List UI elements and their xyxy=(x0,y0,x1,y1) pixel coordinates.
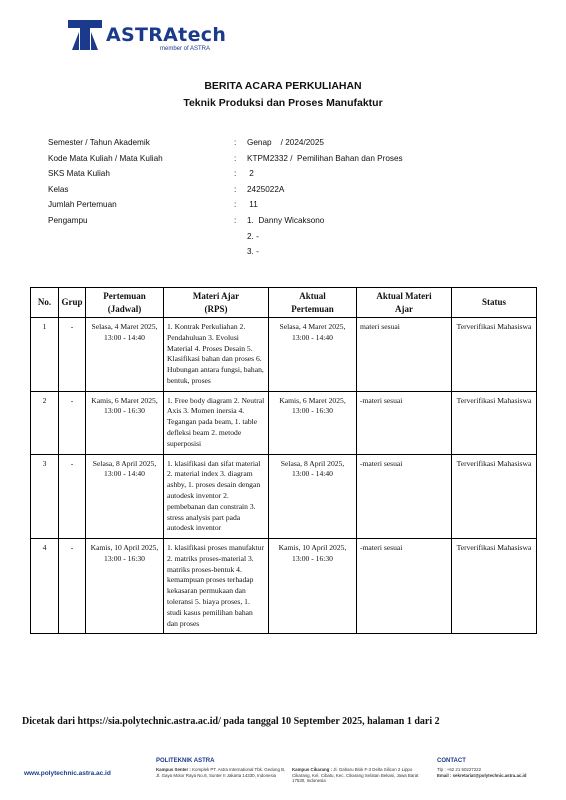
table-header-row xyxy=(31,288,537,318)
column-header: Aktual Pertemuan xyxy=(269,288,357,318)
info-colon: : xyxy=(234,215,237,225)
info-value: 2 xyxy=(247,169,254,179)
column-header: No. xyxy=(31,288,59,318)
cell-grup: - xyxy=(59,454,86,538)
logo-subtitle: member of ASTRA xyxy=(160,46,211,52)
info-colon: : xyxy=(234,138,237,147)
astratech-emblem-icon xyxy=(66,18,104,52)
info-row xyxy=(48,185,528,201)
cell-materi: 1. Free body diagram 2. Neutral Axis 3. Momen inersia 4. Tegangan pada beam, 1. table defleksi beam 2. metode superposisi xyxy=(164,391,269,454)
cell-grup: - xyxy=(59,318,86,392)
table-row xyxy=(31,391,537,454)
cell-aktual-materi: -materi sesuai xyxy=(357,454,452,538)
info-row xyxy=(48,154,528,170)
info-row xyxy=(48,216,528,232)
info-colon: : xyxy=(234,184,237,194)
column-header: Materi Ajar (RPS) xyxy=(164,288,269,318)
cell-jadwal: Selasa, 4 Maret 2025, 13:00 - 14:40 xyxy=(86,318,164,392)
info-value: 1. Danny Wicaksono xyxy=(247,215,325,225)
cell-materi: 1. klasifikasi dan sifat material 2. material index 3. diagram ashby, 1. proses desain dengan autodesk inventor 2. pembebanan dan constrain 3. stress analysis part pada autodesk inventor xyxy=(164,454,269,538)
info-value: 3. - xyxy=(247,247,259,257)
info-row xyxy=(48,138,528,154)
cell-jadwal: Kamis, 10 April 2025, 13:00 - 16:30 xyxy=(86,539,164,634)
cell-grup: - xyxy=(59,539,86,634)
footer-phone: Tlp : +62 21 50227222 xyxy=(437,766,482,772)
info-colon: : xyxy=(234,153,237,163)
print-footnote: Dicetak dari https://sia.polytechnic.astra.ac.id/ pada tanggal 10 September 2025, halaman 1 dari 2 xyxy=(22,716,440,727)
info-label: Jumlah Pertemuan xyxy=(48,200,117,210)
logo-wordmark: ASTRAtech xyxy=(106,24,227,46)
cell-materi: 1. klasifikasi proses manufaktur 2. matriks proses-material 3. matriks proses-bentuk 4. kemampuan proses terhadap kekasaran permukaan dan toleransi 5. biaya proses, 1. studi kasus pemilihan bahan dan proses xyxy=(164,539,269,634)
cell-materi: 1. Kontrak Perkuliahan 2. Pendahuluan 3. Evolusi Material 4. Proses Desain 5. Klasifikasi bahan dan proses 6. Hubungan antara fungsi, bahan, bentuk, proses xyxy=(164,318,269,392)
column-header: Grup xyxy=(59,288,86,318)
cell-status: Terverifikasi Mahasiswa xyxy=(452,539,537,634)
footer-website-link[interactable]: www.polytechnic.astra.ac.id xyxy=(24,770,111,777)
info-row xyxy=(48,169,528,185)
info-value: 2. - xyxy=(247,231,259,241)
cell-aktual: Kamis, 10 April 2025, 13:00 - 16:30 xyxy=(269,539,357,634)
cell-grup: - xyxy=(59,391,86,454)
cell-jadwal: Selasa, 8 April 2025, 13:00 - 14:40 xyxy=(86,454,164,538)
cell-no: 1 xyxy=(31,318,59,392)
info-label: Kode Mata Kuliah / Mata Kuliah xyxy=(48,153,163,163)
info-label: Pengampu xyxy=(48,215,88,225)
document-subtitle: Teknik Produksi dan Proses Manufaktur xyxy=(183,97,383,109)
course-info xyxy=(48,138,528,263)
info-value: 2425022A xyxy=(247,184,285,194)
page-footer xyxy=(0,752,566,800)
footer-campus-cikarang: Kampus Cikarang : Jl. Gaharu Blok F-3 Delta Silicon 2 Lippo Cikarang, Kel. Cibatu, Kec. Cikarang Selatan Bekasi, Jawa Barat 17530, Indonesia xyxy=(292,766,419,784)
info-row xyxy=(48,200,528,216)
footer-email[interactable]: Email : sekretariat@polytechnic.astra.ac.id xyxy=(437,772,527,778)
astratech-logo xyxy=(66,18,227,54)
cell-status: Terverifikasi Mahasiswa xyxy=(452,391,537,454)
info-colon: : xyxy=(234,169,237,179)
cell-no: 3 xyxy=(31,454,59,538)
info-label: SKS Mata Kuliah xyxy=(48,169,110,179)
table-row xyxy=(31,318,537,392)
cell-aktual: Kamis, 6 Maret 2025, 13:00 - 16:30 xyxy=(269,391,357,454)
cell-status: Terverifikasi Mahasiswa xyxy=(452,318,537,392)
cell-jadwal: Kamis, 6 Maret 2025, 13:00 - 16:30 xyxy=(86,391,164,454)
footer-contact-title: CONTACT xyxy=(437,758,466,764)
document-title: BERITA ACARA PERKULIAHAN xyxy=(204,80,362,92)
column-header: Aktual Materi Ajar xyxy=(357,288,452,318)
column-header: Status xyxy=(452,288,537,318)
cell-aktual-materi: -materi sesuai xyxy=(357,391,452,454)
cell-aktual: Selasa, 8 April 2025, 13:00 - 14:40 xyxy=(269,454,357,538)
column-header: Pertemuan (Jadwal) xyxy=(86,288,164,318)
info-value: Genap / 2024/2025 xyxy=(247,138,324,147)
info-value: 11 xyxy=(247,200,258,210)
cell-aktual-materi: -materi sesuai xyxy=(357,539,452,634)
footer-contact xyxy=(437,758,557,778)
cell-no: 2 xyxy=(31,391,59,454)
cell-no: 4 xyxy=(31,539,59,634)
info-colon: : xyxy=(234,200,237,210)
table-row xyxy=(31,539,537,634)
table-row xyxy=(31,454,537,538)
cell-aktual-materi: materi sesuai xyxy=(357,318,452,392)
cell-status: Terverifikasi Mahasiswa xyxy=(452,454,537,538)
info-label: Semester / Tahun Akademik xyxy=(48,138,150,147)
lecture-schedule-table xyxy=(30,287,537,634)
info-value: KTPM2332 / Pemilihan Bahan dan Proses xyxy=(247,153,403,163)
info-row-pengampu-extra xyxy=(48,247,528,263)
footer-campus-senter: POLITEKNIK ASTRA Kampus Senter : Komplek PT. Astra International Tbk. Gedung B, Jl. Gaya Motor Raya No.8, Sunter II Jakarta 14330, Indonesia xyxy=(156,758,286,778)
cell-aktual: Selasa, 4 Maret 2025, 13:00 - 14:40 xyxy=(269,318,357,392)
info-row-pengampu-extra xyxy=(48,232,528,248)
footer-org-name: POLITEKNIK ASTRA xyxy=(156,758,215,764)
info-label: Kelas xyxy=(48,184,69,194)
